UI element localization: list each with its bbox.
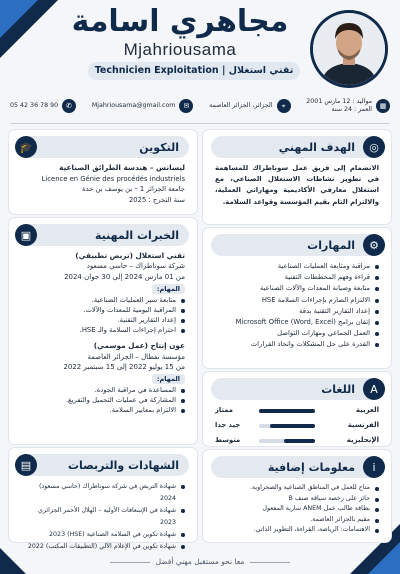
location-pin-icon: ⌖ — [277, 99, 291, 113]
certificates-title: الشهادات والتربصات — [67, 458, 179, 472]
education-header — [17, 136, 189, 158]
name-arabic: مجاهري اسامة — [71, 4, 289, 39]
info-icon: i — [363, 456, 385, 478]
footer-text: معا نحو مستقبل مهني أفضل — [155, 557, 245, 566]
language-level: ممتاز — [215, 406, 234, 414]
language-name: العربية — [355, 406, 379, 414]
list-item: شهادة تكوين في الإعلام الآلي (التطبيقات المكتب) 2022 — [21, 541, 185, 553]
objective-header — [211, 136, 383, 158]
experience-section — [9, 218, 197, 444]
address: الجزائر، الجزائر العاصمة — [209, 102, 273, 109]
info-list — [215, 483, 379, 536]
list-item: إتقان برامج (Microsoft Office (Word, Excel — [215, 317, 379, 328]
language-level: متوسط — [215, 436, 241, 444]
skills-header — [211, 234, 383, 256]
birth-date: مواليد : 12 مارس 2001 — [306, 98, 372, 105]
languages-section — [203, 372, 391, 446]
info-title: معلومات إضافية — [267, 460, 355, 474]
translate-icon: A — [363, 378, 385, 400]
list-item: شهادة تكوين في السلامة الصناعية (HSE) 2023 — [21, 529, 185, 541]
phone-info[interactable] — [10, 99, 76, 113]
list-item: متابعة وصيانة المعدات والآلات الصناعية — [215, 283, 379, 294]
tasks-label: المهام: — [152, 284, 185, 294]
briefcase-icon: ▣ — [15, 224, 37, 246]
certificates-header — [17, 454, 189, 476]
list-item: قراءة وفهم المخططات التقنية — [215, 272, 379, 283]
certificate-icon: ▤ — [15, 454, 37, 476]
age: العمر : 24 سنة — [331, 106, 372, 113]
list-item: شهادة في الإسعافات الأولية – الهلال الأحمر الجزائري 2023 — [21, 505, 185, 529]
graduation-year: سنة التخرج : 2025 — [128, 195, 185, 204]
list-item: العمل الجماعي ومهارات التواصل — [215, 328, 379, 339]
list-item: احترام إجراءات السلامة والـ HSE. — [21, 325, 185, 335]
language-name: الإنجليزية — [346, 436, 379, 444]
birth-info — [306, 98, 390, 114]
list-item: متابعة سير العمليات الصناعية. — [21, 295, 185, 305]
education-section — [9, 130, 197, 214]
gear-icon: ⚙ — [363, 234, 385, 256]
job-period: من 01 مارس 2024 إلى 30 جوان 2024 — [64, 272, 185, 281]
address-info — [209, 99, 290, 113]
profile-photo — [310, 10, 388, 88]
info-header — [211, 456, 383, 478]
email-icon: ✉ — [179, 99, 193, 113]
list-item: الاهتمامات: الرياضة، القراءة، التطوير الذاتي. — [215, 525, 379, 536]
list-item: الالتزام بمعايير السلامة. — [21, 405, 185, 415]
experience-title: الخبرات المهنية — [94, 228, 179, 242]
corner-decoration — [0, 0, 38, 38]
education-title: التكوين — [139, 140, 179, 154]
graduation-cap-icon: 🎓 — [15, 136, 37, 158]
person-portrait-icon — [313, 13, 385, 85]
phone[interactable]: 05 42 36 78 90 — [10, 102, 59, 109]
target-icon: ◎ — [363, 136, 385, 158]
email-info[interactable] — [92, 99, 194, 113]
languages-title: اللغات — [321, 382, 355, 396]
list-item: الالتزام الصارم بإجراءات السلامة HSE — [215, 295, 379, 306]
objective-section — [203, 130, 391, 224]
phone-icon: ✆ — [62, 99, 76, 113]
tasks-label: المهام: — [152, 374, 185, 384]
degree: ليسانس – هندسة الطرائق الصناعية — [59, 163, 185, 172]
degree-french: Licence en Génie des procédés industriels — [41, 174, 185, 183]
list-item: المساعدة في مراقبة الجودة. — [21, 385, 185, 395]
list-item: مقيم بالجزائر العاصمة. — [215, 515, 379, 526]
list-item: شهادة التربص في شركة سوناطراك (حاسي مسعود) 2024 — [21, 481, 185, 505]
experience-header — [17, 224, 189, 246]
job-company: شركة سوناطراك – حاسي مسعود — [86, 262, 185, 271]
language-row — [215, 418, 379, 433]
list-item: المراقبة اليومية للمعدات والآلات. — [21, 305, 185, 315]
email[interactable]: Mjahriousama@gmail.com — [91, 102, 176, 109]
job-period: من 15 يوليو 2022 إلى 15 سبتمبر 2022 — [63, 363, 185, 372]
tasks-list — [21, 385, 185, 415]
language-name: الفرنسية — [347, 421, 379, 429]
language-level: جيد جدا — [215, 421, 241, 429]
languages-header — [211, 378, 383, 400]
job-title: تقني استغلال | Technicien Exploitation — [88, 62, 300, 80]
tasks-list — [21, 295, 185, 335]
skills-section — [203, 228, 391, 368]
list-item: مراقبة ومتابعة العمليات الصناعية — [215, 261, 379, 272]
list-item: متاح للعمل في المناطق الصناعية والصحراوية. — [215, 483, 379, 494]
objective-title: الهدف المهني — [278, 140, 355, 154]
name-latin: Mjahriousama — [123, 40, 237, 59]
skills-title: المهارات — [307, 238, 355, 252]
list-item: إعداد التقارير التقنية بدقة — [215, 306, 379, 317]
university: جامعة الجزائر 1 – بن يوسف بن خدة — [82, 185, 185, 194]
language-level-bar — [259, 409, 314, 413]
objective-text: الانضمام إلى فريق عمل سوناطراك للمساهمة في تطوير نشاطات الاستغلال الصناعي، مع استغلال معارفي الأكاديمية ومهاراتي العملية، والالتزام التام بقيم المؤسسة وقواعد السلامة. — [215, 164, 379, 206]
language-level-bar — [259, 439, 314, 443]
calendar-icon: ▦ — [376, 99, 390, 113]
job-role: تقني استغلال (تربص تطبيقي) — [75, 251, 185, 260]
divider — [10, 123, 390, 124]
certificates-list — [21, 481, 185, 553]
additional-info-section — [203, 450, 391, 542]
language-row — [215, 403, 379, 418]
list-item: القدرة على حل المشكلات واتخاذ القرارات — [215, 339, 379, 350]
skills-list — [215, 261, 379, 351]
job-role: عون إنتاج (عمل موسمي) — [93, 341, 185, 351]
list-item: المشاركة في عمليات التحميل والتفريغ. — [21, 395, 185, 405]
list-item: إعداد التقارير التقنية. — [21, 315, 185, 325]
footer-slogan — [0, 557, 400, 566]
job-company: مؤسسة نفطال – الجزائر العاصمة — [87, 352, 185, 361]
language-row — [215, 433, 379, 448]
contact-bar — [10, 95, 390, 117]
list-item: حائز على رخصة سياقة صنف B — [215, 494, 379, 505]
certificates-section — [9, 448, 197, 550]
language-level-bar — [259, 424, 314, 428]
list-item: بطاقة طالب عمل ANEM سارية المفعول — [215, 504, 379, 515]
